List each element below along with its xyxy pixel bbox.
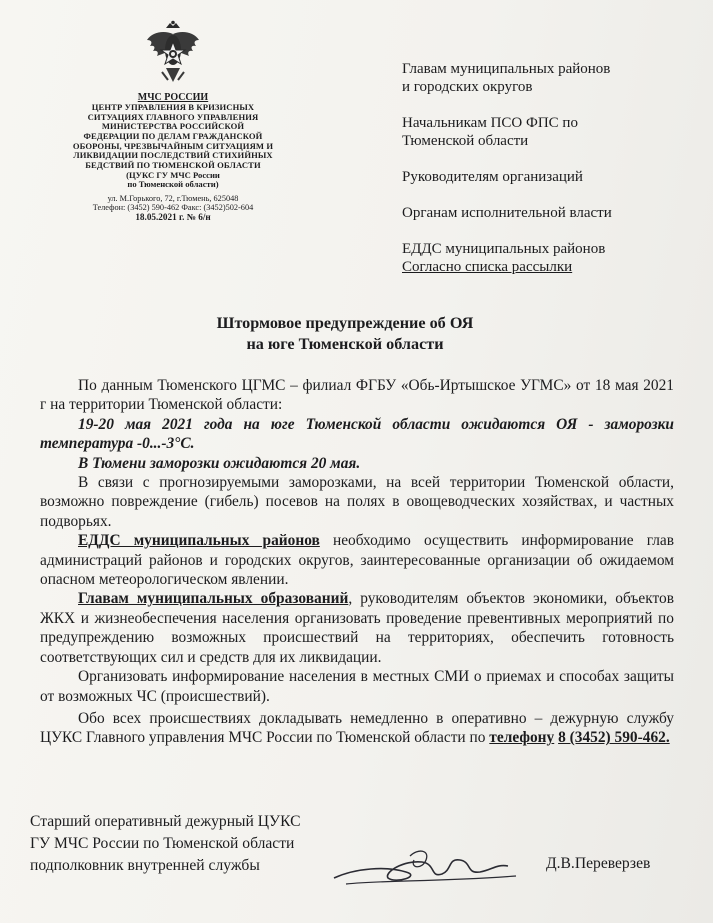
title-line: Штормовое предупреждение об ОЯ [216,314,474,332]
body-paragraph [40,531,674,589]
warning-paragraph: 19-20 мая 2021 года на юге Тюменской области ожидаются ОЯ - заморозки температура -0...-3°С. [40,415,674,453]
org-address: ул. М.Горького, 72, г.Тюмень, 625048 [107,193,239,203]
recipient-group [402,168,702,186]
handwritten-signature-icon [326,838,526,898]
recipient-line: Согласно списка рассылки [402,259,573,275]
recipient-line: Органам исполнительной власти [402,205,612,221]
org-abbreviation: (ЦУКС ГУ МЧС России [126,169,220,180]
paragraph-lead: ЕДДС муниципальных районов [78,532,320,550]
title-line: на юге Тюменской области [246,335,444,353]
document-date-number: 18.05.2021 г. № 6/н [135,212,211,223]
org-full-name-line: ЦЕНТР УПРАВЛЕНИЯ В КРИЗИСНЫХ [91,102,255,113]
body-paragraph: В связи с прогнозируемыми заморозками, на всей территории Тюменской области, возможно повреждение (гибель) посевов на полях в овощеводческих хозяйствах, и частных подворьях. [40,474,674,530]
signer-rank: подполковник внутренней службы [30,857,260,874]
org-full-name-line: СИТУАЦИЯХ ГЛАВНОГО УПРАВЛЕНИЯ [87,111,259,122]
body-paragraph: Организовать информирование населения в местных СМИ о приемах и способах защиты от возможных ЧС (происшествий). [40,668,674,705]
recipient-line: ЕДДС муниципальных районов [402,241,606,257]
mchs-emblem-icon [144,20,202,90]
phone-number: 8 (3452) 590-462. [558,729,670,747]
paragraph-lead: Главам муниципальных образований [78,590,349,608]
paragraph-text: Обо всех происшествиях докладывать немедленно в оперативно – дежурную службу ЦУКС Главного управления МЧС России по Тюменской области по [40,709,674,747]
document-body [40,376,674,748]
signer-position: ГУ МЧС России по Тюменской области [30,835,295,852]
recipient-group [402,204,702,222]
letterhead [58,20,288,223]
recipients-block [402,60,702,276]
body-paragraph [40,589,674,667]
org-phones: Телефон: (3452) 590-462 Факс: (3452)502-604 [92,203,254,213]
recipient-line: Тюменской области [402,133,529,149]
org-full-name-line: ОБОРОНЫ, ЧРЕЗВЫЧАЙНЫМ СИТУАЦИЯМ И [72,140,274,151]
org-full-name-line: ЛИКВИДАЦИИ ПОСЛЕДСТВИЙ СТИХИЙНЫХ [73,150,273,161]
recipient-line: Главам муниципальных районов [402,61,611,77]
recipient-group [402,240,702,276]
warning-paragraph: В Тюмени заморозки ожидаются 20 мая. [78,454,361,472]
phone-label: телефону [489,729,555,747]
org-region: по Тюменской области) [127,179,219,190]
org-full-name-line: МИНИСТЕРСТВА РОССИЙСКОЙ [101,121,245,132]
body-paragraph [40,709,674,748]
body-paragraph: По данным Тюменского ЦГМС – филиал ФГБУ «Обь-Иртышское УГМС» от 18 мая 2021 г на территории Тюменской области: [40,377,674,414]
signer-name: Д.В.Переверзев [546,855,651,872]
recipient-line: Руководителям организаций [402,169,583,185]
recipient-group [402,114,702,150]
org-full-name-line: БЕДСТВИЙ ПО ТЮМЕНСКОЙ ОБЛАСТИ [85,159,261,170]
recipient-group [402,60,702,96]
recipient-line: и городских округов [402,79,533,95]
org-full-name-line: ФЕДЕРАЦИИ ПО ДЕЛАМ ГРАЖДАНСКОЙ [83,131,263,142]
org-short-name: МЧС РОССИИ [137,92,209,103]
paragraph-text: , руководителям объектов экономики, объектов ЖКХ и жизнеобеспечения населения организовать проведение превентивных мероприятий по предупреждению возможных происшествий на территориях, обеспечить готовность соответствующих сил и средств для их ликвидации. [40,590,674,666]
signer-position: Старший оперативный дежурный ЦУКС [30,813,301,830]
document-title [40,313,650,355]
recipient-line: Начальникам ПСО ФПС по [402,115,578,131]
paragraph-text: необходимо осуществить информирование глав администраций районов и городских округов, заинтересованные организации об ожидаемом опасном метеорологическом явлении. [40,532,674,589]
